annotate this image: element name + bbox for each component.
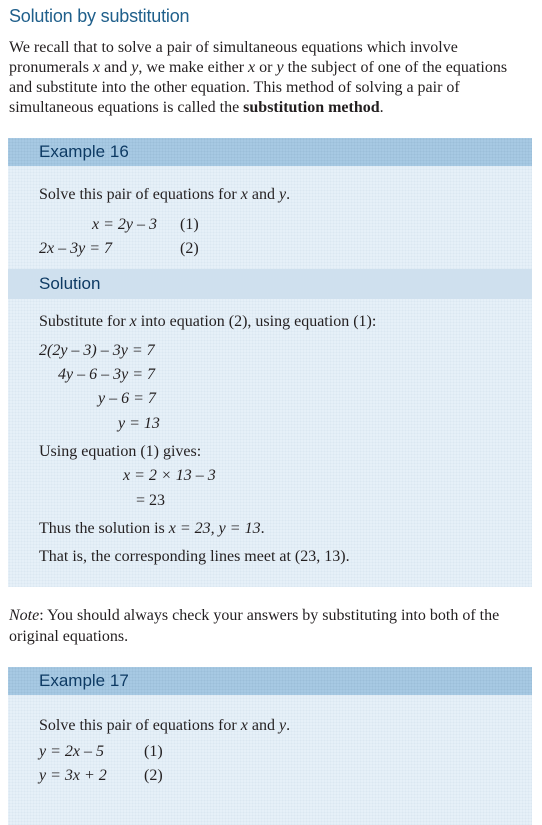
thus-end: .: [260, 520, 265, 537]
using-step-1: x = 2 × 13 – 3: [123, 467, 216, 484]
example-16-label: Example 16: [39, 142, 129, 161]
intro-var-x: x: [92, 59, 101, 76]
solution-intro: [39, 313, 376, 331]
example-17-header: [8, 667, 532, 695]
solution-intro-text: Substitute for: [39, 313, 130, 330]
solution-intro-text-2: into equation (2), using equation (1):: [136, 313, 377, 330]
prompt-var-y: y: [278, 186, 287, 203]
prompt-end: .: [286, 186, 291, 203]
note-label: Note: [9, 607, 40, 624]
prompt-17-text: Solve this pair of equations for: [39, 717, 241, 734]
prompt-17-end: .: [286, 717, 291, 734]
prompt-var-x: x: [240, 186, 248, 203]
intro-text-or: or: [255, 59, 277, 76]
intro-text-end: .: [379, 99, 384, 116]
solution-header: [8, 269, 532, 299]
intro-var-y: y: [131, 59, 139, 76]
solution-statement: [39, 520, 265, 538]
lines-meet-text: That is, the corresponding lines meet at (23, 13).: [39, 548, 350, 565]
intro-var-y-2: y: [276, 59, 284, 76]
step-3: y – 6 = 7: [98, 390, 156, 407]
prompt-17-and: and: [247, 717, 279, 734]
example-16-prompt: [39, 186, 290, 204]
example-17-box: [8, 667, 532, 825]
thus-equation: x = 23, y = 13: [168, 520, 261, 537]
solution-label: Solution: [39, 274, 101, 293]
equation-17-1: y = 2x – 5: [39, 743, 104, 760]
equation-1-tag: (1): [180, 216, 199, 233]
intro-paragraph: [9, 38, 529, 118]
section-title: Solution by substitution: [9, 6, 190, 26]
step-2: 4y – 6 – 3y = 7: [58, 366, 155, 383]
note-paragraph: [9, 605, 529, 647]
equation-17-2: y = 3x + 2: [39, 767, 107, 784]
example-16-header: [8, 138, 532, 166]
equation-17-1-tag: (1): [144, 743, 163, 760]
using-step-2: = 23: [136, 492, 166, 509]
equation-1: x = 2y – 3: [92, 216, 157, 233]
note-text: : You should always check your answers by substituting into both of the original equations.: [9, 607, 500, 645]
intro-var-x-2: x: [248, 59, 256, 76]
intro-text-1: We recall that to solve a pair of simultaneous equations which involve pronumerals: [9, 39, 458, 76]
intro-text-2: , we make either: [138, 59, 249, 76]
prompt-text: Solve this pair of equations for: [39, 186, 241, 203]
prompt-17-var-x: x: [240, 717, 248, 734]
prompt-17-var-y: y: [278, 717, 287, 734]
step-4: y = 13: [118, 415, 160, 432]
step-1: 2(2y – 3) – 3y = 7: [39, 342, 155, 359]
intro-text-and: and: [100, 59, 132, 76]
prompt-and: and: [247, 186, 279, 203]
solution-intro-var-x: x: [129, 313, 137, 330]
intro-text-3: the subject of one of the equations and substitute into the other equation. This method of solving a pair of simultaneous equations is called the: [9, 59, 508, 116]
equation-2-tag: (2): [180, 240, 199, 257]
intro-bold-term: substitution method: [243, 99, 380, 116]
equation-17-2-tag: (2): [144, 767, 163, 784]
example-17-prompt: [39, 717, 290, 735]
example-16-box: [8, 138, 532, 587]
equation-2: 2x – 3y = 7: [39, 240, 112, 257]
example-17-label: Example 17: [39, 671, 129, 690]
thus-text: Thus the solution is: [39, 520, 169, 537]
using-text: Using equation (1) gives:: [39, 443, 202, 460]
